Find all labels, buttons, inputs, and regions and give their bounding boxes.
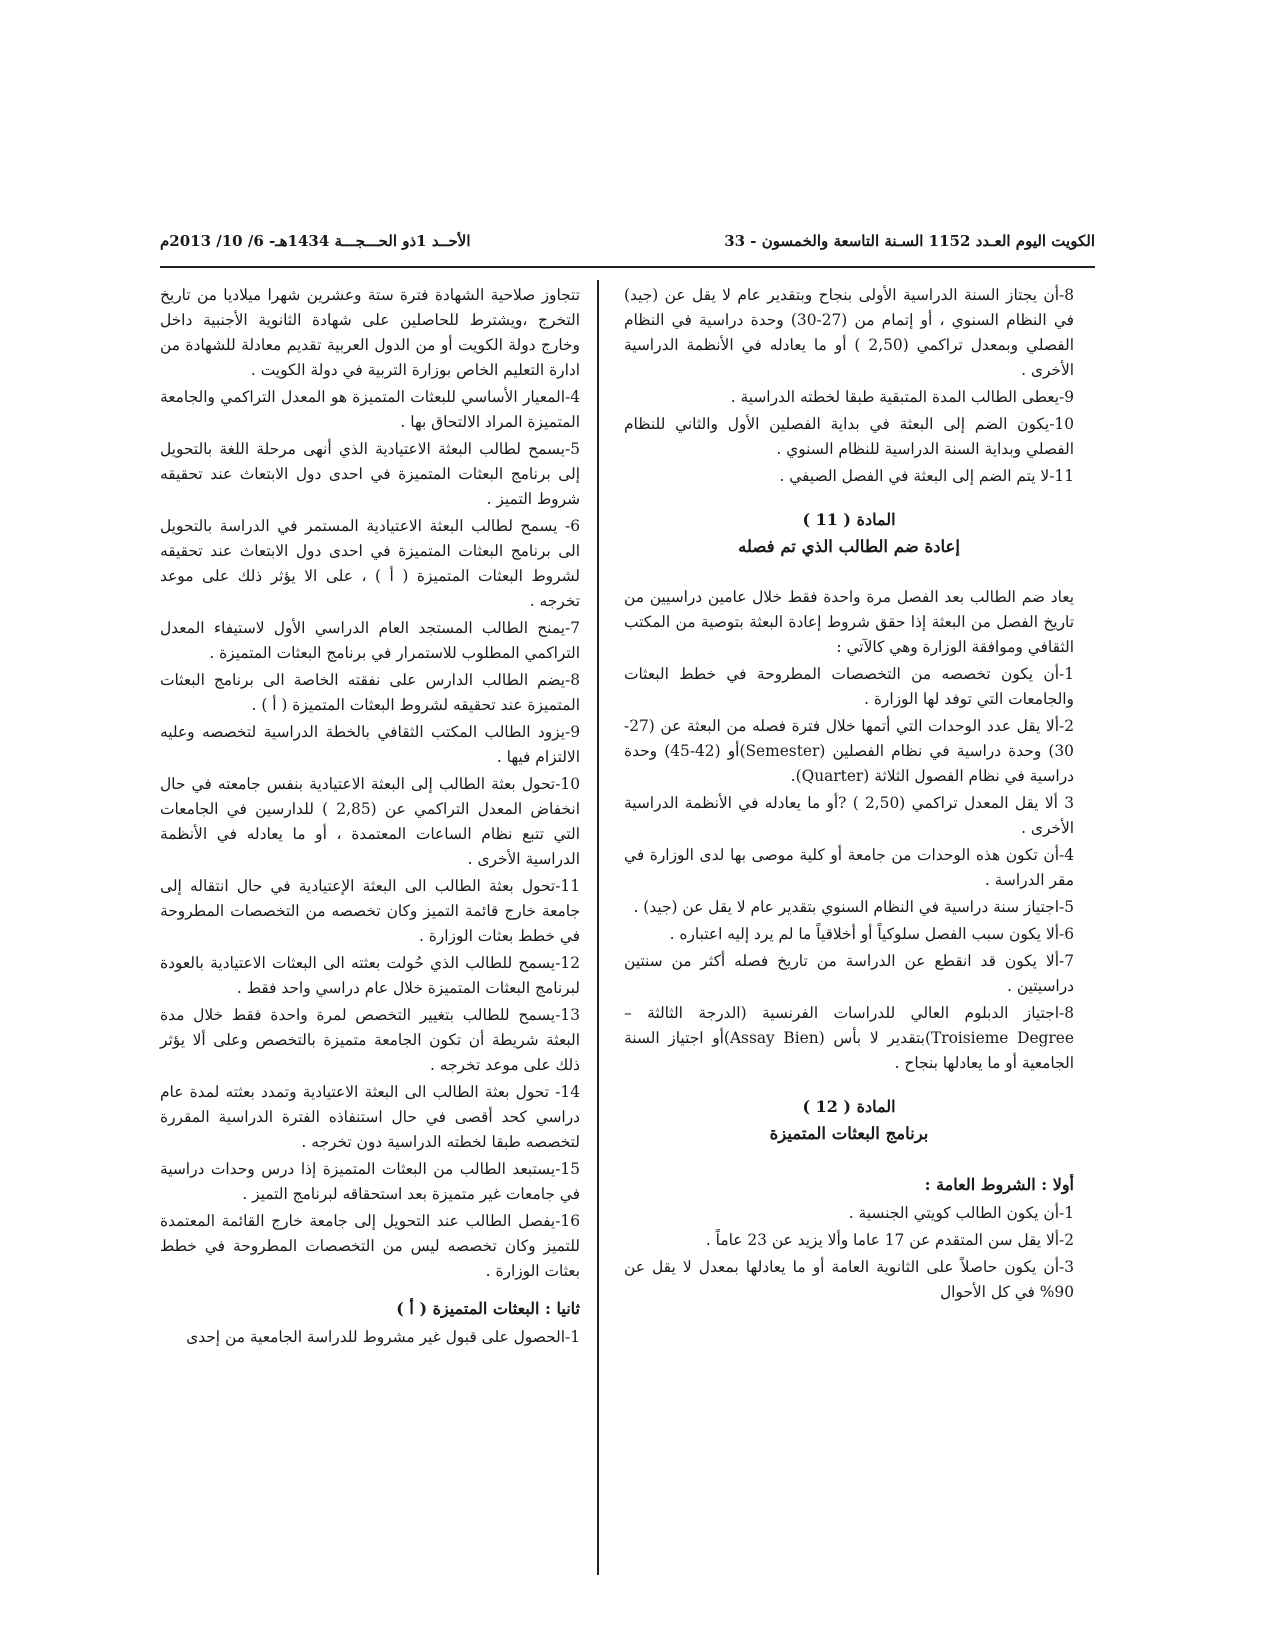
list-item: 4-المعيار الأساسي للبعثات المتميزة هو المعدل التراكمي والجامعة المتميزة المراد الالتحاق بها .	[160, 388, 580, 431]
list-item: 7-يمنح الطالب المستجد العام الدراسي الأول لاستيفاء المعدل التراكمي المطلوب للاستمرار في برنامج البعثات المتميزة .	[160, 619, 580, 662]
list-item: 6- يسمح لطالب البعثة الاعتيادية المستمر في الدراسة بالتحويل الى برنامج البعثات المتميزة في احدى دول الابتعاث عند تحقيقه لشروط البعثات المتميزة ( أ ) ، على الا يؤثر ذلك على موعد تخرجه .	[160, 517, 580, 610]
list-item: 9-يعطى الطالب المدة المتبقية طبقا لخطته الدراسية .	[730, 388, 1074, 406]
list-item: 7-ألا يكون قد انقطع عن الدراسة من تاريخ فصله أكثر من سنتين دراسيتين .	[624, 952, 1074, 995]
list-item: 14- تحول بعثة الطالب الى البعثة الاعتيادية وتمدد بعثته لمدة عام دراسي كحد أقصى في حال استنفاذه الفترة الدراسية المقررة لتخصصه طبقا لخطته الدراسية دون تخرجه .	[160, 1083, 580, 1151]
list-item: 3 ألا يقل المعدل تراكمي (2,50 ) ?أو ما يعادله في الأنظمة الدراسية الأخرى .	[624, 794, 1074, 837]
list-item: 13-يسمح للطالب بتغيير التخصص لمرة واحدة فقط خلال مدة البعثة شريطة أن تكون الجامعة متميزة بالتخصص وعلى ألا يؤثر ذلك على موعد تخرجه .	[160, 1006, 580, 1074]
list-item: 9-يزود الطالب المكتب الثقافي بالخطة الدراسية لتخصصه وعليه الالتزام فيها .	[160, 723, 580, 766]
list-item: 5-اجتياز سنة دراسية في النظام السنوي بتقدير عام لا يقل عن (جيد) .	[633, 898, 1074, 916]
column-divider	[597, 280, 599, 1575]
article-11-title: المادة ( 11 )	[802, 510, 896, 529]
article-12-title: المادة ( 12 )	[802, 1097, 896, 1116]
list-item: 11-لا يتم الضم إلى البعثة في الفصل الصيفي .	[779, 467, 1074, 485]
list-item: 8-اجتياز الدبلوم العالي للدراسات الفرنسية (الدرجة الثالثة – Troisieme Degree)بتقدير لا بأس (Assay Bien)أو اجتياز السنة الجامعية أو ما يعادلها بنجاح .	[624, 1004, 1074, 1072]
list-item: 2-ألا يقل سن المتقدم عن 17 عاما وألا يزيد عن 23 عاماً .	[705, 1231, 1074, 1249]
list-item: 12-يسمح للطالب الذي حُولت بعثته الى البعثات الاعتيادية بالعودة لبرنامج البعثات المتميزة خلال عام دراسي واحد فقط .	[160, 954, 580, 997]
list-item: 5-يسمح لطالب البعثة الاعتيادية الذي أنهى مرحلة اللغة بالتحويل إلى برنامج البعثات المتميزة في احدى دول الابتعاث عند تحقيقه شروط التميز .	[160, 440, 580, 508]
article-11-intro: يعاد ضم الطالب بعد الفصل مرة واحدة فقط خلال عامين دراسيين من تاريخ الفصل من البعثة إذا حقق شروط إعادة البعثة بتوصية من المكتب الثقافي وموافقة الوزارة وهي كالآتي :	[624, 588, 1074, 656]
header-publication-info: الكويت اليوم العـدد 1152 السـنة التاسعة والخمسون - 33	[724, 232, 1095, 250]
header-date: الأحــد 1ذو الحـــجـــة 1434هـ- 6/ 10/ 2013م	[160, 232, 471, 250]
list-item: 1-الحصول على قبول غير مشروط للدراسة الجامعية من إحدى	[186, 1328, 580, 1346]
list-item: 15-يستبعد الطالب من البعثات المتميزة إذا درس وحدات دراسية في جامعات غير متميزة بعد استحقاقه لبرنامج التميز .	[160, 1160, 580, 1203]
list-item: 8-أن يجتاز السنة الدراسية الأولى بنجاح وبتقدير عام لا يقل عن (جيد) في النظام السنوي ، أو إتمام من (27-30) وحدة دراسية في النظام الفصلي وبمعدل تراكمي (2,50 ) أو ما يعادله في الأنظمة الدراسية الأخرى .	[624, 286, 1075, 379]
right-column	[624, 283, 1074, 1307]
section-2-heading: ثانيا : البعثات المتميزة ( أ )	[396, 1299, 580, 1318]
left-column	[160, 283, 580, 1352]
list-item: تتجاوز صلاحية الشهادة فترة ستة وعشرين شهرا ميلاديا من تاريخ التخرج ،ويشترط للحاصلين على شهادة الثانوية الأجنبية داخل وخارج دولة الكويت أو من الدول العربية تقديم معادلة للشهادة من ادارة التعليم الخاص بوزارة التربية في دولة الكويت .	[160, 286, 580, 379]
list-item: 8-يضم الطالب الدارس على نفقته الخاصة الى برنامج البعثات المتميزة عند تحقيقه لشروط البعثات المتميزة ( أ ) .	[160, 671, 580, 714]
list-item: 10-يكون الضم إلى البعثة في بداية الفصلين الأول والثاني للنظام الفصلي وبداية السنة الدراسية للنظام السنوي .	[624, 415, 1074, 458]
article-12-subtitle: برنامج البعثات المتميزة	[769, 1124, 929, 1143]
list-item: 1-أن يكون الطالب كويتي الجنسية .	[848, 1204, 1074, 1222]
general-conditions-heading: أولا : الشروط العامة :	[924, 1175, 1074, 1194]
list-item: 3-أن يكون حاصلاً على الثانوية العامة أو ما يعادلها بمعدل لا يقل عن 90% في كل الأحوال	[624, 1258, 1074, 1301]
list-item: 4-أن تكون هذه الوحدات من جامعة أو كلية موصى بها لدى الوزارة في مقر الدراسة .	[624, 846, 1074, 889]
list-item: 10-تحول بعثة الطالب إلى البعثة الاعتيادية بنفس جامعته في حال انخفاض المعدل التراكمي عن (2,85 ) للدارسين في الجامعات التي تتبع نظام الساعات المعتمدة ، أو ما يعادله في الأنظمة الدراسية الأخرى .	[160, 775, 580, 868]
page-header	[160, 226, 1095, 268]
list-item: 1-أن يكون تخصصه من التخصصات المطروحة في خطط البعثات والجامعات التي توفد لها الوزارة .	[624, 665, 1074, 708]
list-item: 16-يفصل الطالب عند التحويل إلى جامعة خارج القائمة المعتمدة للتميز وكان تخصصه ليس من التخصصات المطروحة في خطط بعثات الوزارة .	[160, 1212, 580, 1280]
list-item: 6-ألا يكون سبب الفصل سلوكياً أو أخلاقياً ما لم يرد إليه اعتباره .	[669, 925, 1074, 943]
list-item: 2-ألا يقل عدد الوحدات التي أتمها خلال فترة فصله من البعثة عن (27- 30) وحدة دراسية في نظام الفصلين (Semester)أو (42-45) وحدة دراسية في نظام الفصول الثلاثة (Quarter).	[624, 717, 1074, 785]
list-item: 11-تحول بعثة الطالب الى البعثة الإعتيادية في حال انتقاله إلى جامعة خارج قائمة التميز وكان تخصصه من التخصصات المطروحة في خطط بعثات الوزارة .	[160, 877, 580, 945]
article-11-subtitle: إعادة ضم الطالب الذي تم فصله	[738, 537, 960, 556]
